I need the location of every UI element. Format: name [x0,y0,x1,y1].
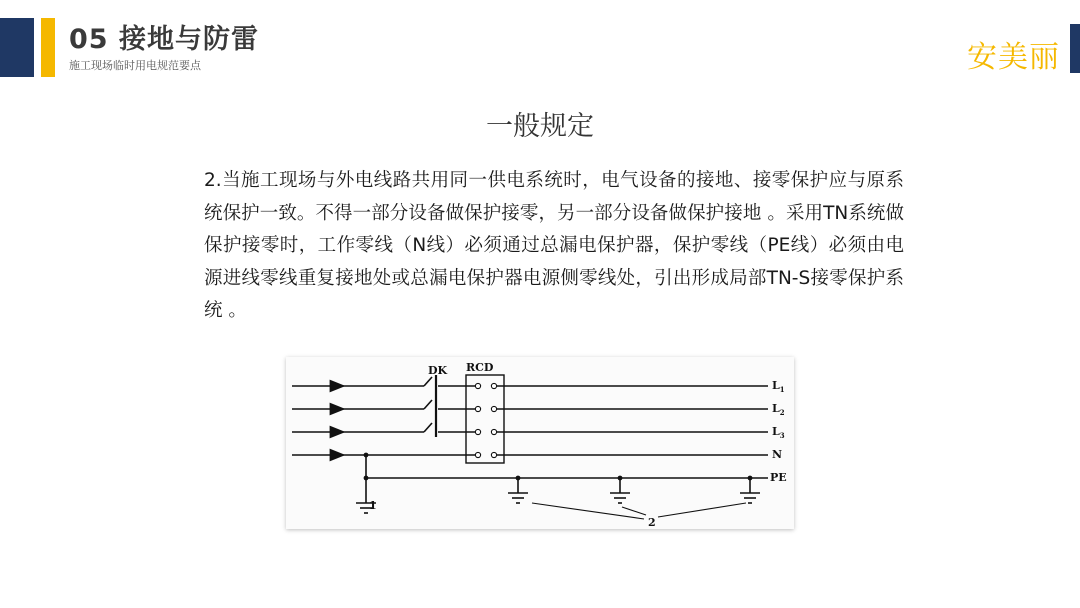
rcd-terminals [475,383,496,457]
line-label-l2: $L_2$ [772,402,785,417]
body-paragraph: 2.当施工现场与外电线路共用同一供电系统时，电气设备的接地、接零保护应与原系统保护一致。不得一部分设备做保护接零，另一部分设备做保护接地 。采用TN系统做保护接零时，工作零线（N线）必须通过总漏电保护器，保护零线（PE线）必须由电源进线零线重复接地处或总漏电保护器电源侧零线处，引出形成局部TN-S接零保护系统 。 [204,170,904,321]
header-accent-yellow [41,18,55,77]
page-subtitle: 施工现场临时用电规范要点 [69,59,201,72]
ground-symbol-2a [508,478,528,503]
line-label-n: N [772,448,783,461]
dk-switch [424,375,478,437]
right-accent-tab [1070,24,1080,73]
line-label-l3: $L_3$ [772,425,785,440]
rcd-label: RCD [466,361,494,374]
ground-symbol-2c [740,478,760,503]
line-label-pe: PE [770,471,787,484]
dk-label: DK [428,364,448,377]
section-heading: 一般规定 [486,111,594,142]
junction-dots [364,453,753,481]
header-accent-navy [0,18,34,77]
ground-label-2: 2 [648,516,656,529]
page-title: 05 接地与防雷 [69,24,259,55]
brand-logo-text: 安美丽 [967,40,1060,75]
wiring-diagram-svg [286,357,794,529]
line-label-l1: $L_1$ [772,379,785,394]
ground-symbol-2b [610,478,630,503]
rcd-box [466,375,504,463]
tn-s-wiring-diagram [286,357,794,529]
ground-label-1: 1 [369,499,377,512]
